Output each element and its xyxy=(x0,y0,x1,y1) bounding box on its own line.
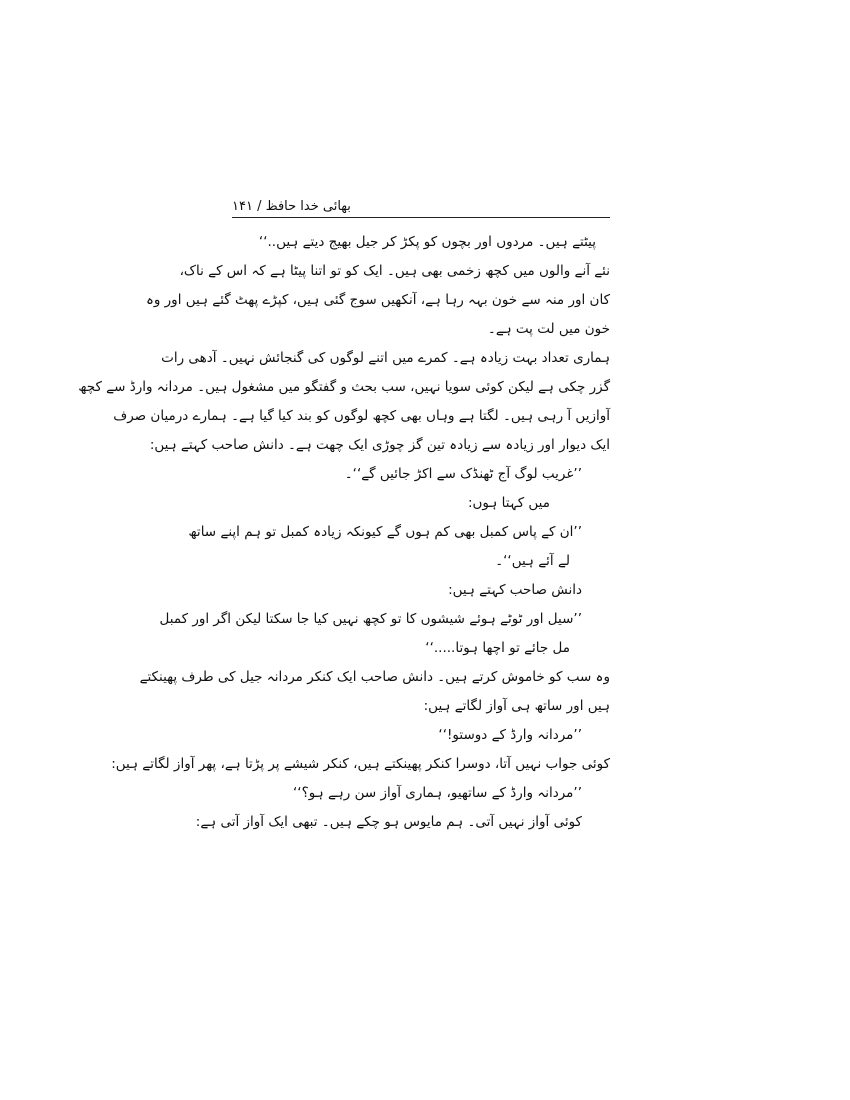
text-line: ہیں اور ساتھ ہی آواز لگاتے ہیں: xyxy=(423,698,610,714)
header-divider xyxy=(232,217,610,218)
text-line: ہماری تعداد بہت زیادہ ہے۔ کمرے میں اتنے لوگوں کی گنجائش نہیں۔ آدھی رات xyxy=(161,350,610,366)
text-line: ’’غریب لوگ آج ٹھنڈک سے اکڑ جائیں گے‘‘۔ xyxy=(344,466,582,482)
text-line: کوئی جواب نہیں آتا، دوسرا کنکر پھینکتے ہیں، کنکر شیشے پر پڑتا ہے، پھر آواز لگاتے ہیں: xyxy=(111,756,610,772)
page-header xyxy=(232,198,610,218)
text-line: گزر چکی ہے لیکن کوئی سویا نہیں، سب بحث و گفتگو میں مشغول ہیں۔ مردانہ وارڈ سے کچھ xyxy=(78,379,610,395)
text-line: وہ سب کو خاموش کرتے ہیں۔ دانش صاحب ایک کنکر مردانہ جیل کی طرف پھینکتے xyxy=(139,669,610,685)
text-line: کوئی آواز نہیں آتی۔ ہم مایوس ہو چکے ہیں۔ تبھی ایک آواز آتی ہے: xyxy=(195,814,582,830)
text-line: ’’سیل اور ٹوٹے ہوئے شیشوں کا تو کچھ نہیں کیا جا سکتا لیکن اگر اور کمبل xyxy=(159,611,582,627)
text-line: نئے آنے والوں میں کچھ زخمی بھی ہیں۔ ایک کو تو اتنا پیٹا ہے کہ اس کے ناک، xyxy=(179,263,610,279)
running-header-title: بھائی خدا حافظ / ۱۴۱ xyxy=(232,199,351,214)
text-line: مل جائے تو اچھا ہوتا.....‘‘ xyxy=(425,640,570,656)
text-line: پیٹتے ہیں۔ مردوں اور بچوں کو پکڑ کر جیل بھیج دیتے ہیں..‘‘ xyxy=(258,234,596,250)
text-line: لے آئے ہیں‘‘۔ xyxy=(495,553,570,569)
text-line: خون میں لت پت ہے۔ xyxy=(487,321,610,337)
text-line: دانش صاحب کہتے ہیں: xyxy=(448,582,582,598)
text-line: ایک دیوار اور زیادہ سے زیادہ تین گز چوڑی ایک چھت ہے۔ دانش صاحب کہتے ہیں: xyxy=(149,437,610,453)
text-line: ’’ان کے پاس کمبل بھی کم ہوں گے کیونکہ زیادہ کمبل تو ہم اپنے ساتھ xyxy=(188,524,582,540)
body-text xyxy=(78,228,610,837)
text-line: کان اور منہ سے خون بہہ رہا ہے، آنکھیں سوج گئی ہیں، کپڑے پھٹ گئے ہیں اور وہ xyxy=(145,292,610,308)
text-line: میں کہتا ہوں: xyxy=(467,495,550,511)
text-line: ’’مردانہ وارڈ کے دوستو!‘‘ xyxy=(438,727,582,743)
text-line: آوازیں آ رہی ہیں۔ لگتا ہے وہاں بھی کچھ لوگوں کو بند کیا گیا ہے۔ ہمارے درمیان صرف xyxy=(113,408,610,424)
text-line: ’’مردانہ وارڈ کے ساتھیو، ہماری آواز سن رہے ہو؟‘‘ xyxy=(293,785,582,801)
